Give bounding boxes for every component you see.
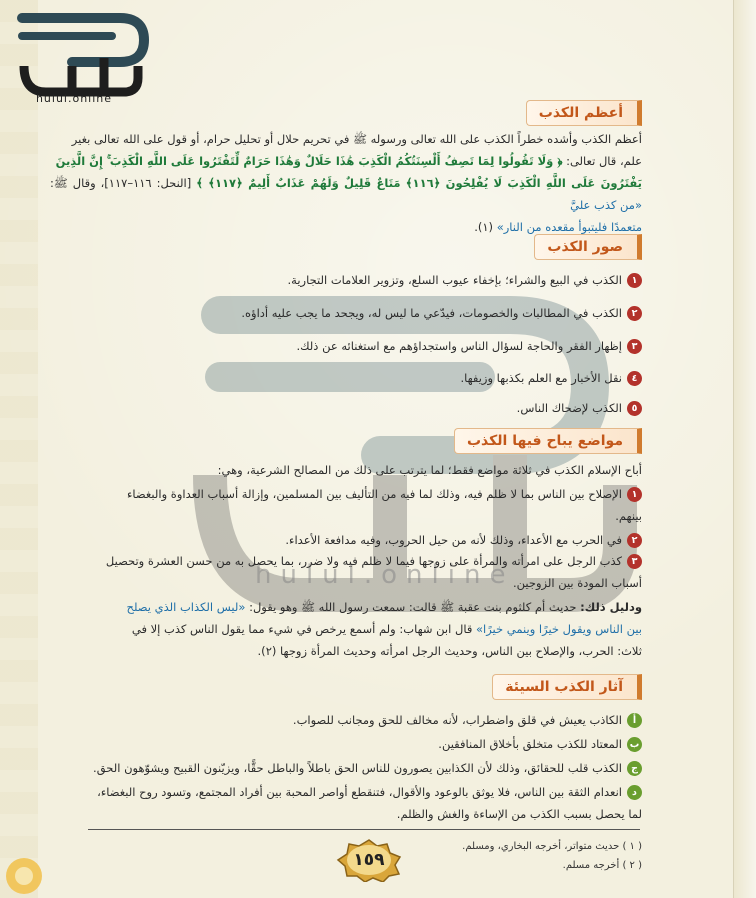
section-title-permitted-lying: مواضع يباح فيها الكذب xyxy=(454,428,642,454)
item-letter: د xyxy=(627,785,642,800)
greatest-line-2 xyxy=(50,150,642,172)
footnote-divider xyxy=(88,829,640,830)
decorative-border xyxy=(0,0,38,898)
permitted-item-1 xyxy=(50,484,642,504)
corner-logo-mark xyxy=(6,858,42,894)
forms-item-text: الكذب في المطالبات والخصومات، فيدّعي ما ليس له، ويجحد ما يجب عليه أداؤه. xyxy=(241,306,622,320)
forms-item xyxy=(50,303,642,323)
effects-item xyxy=(50,782,642,802)
evidence-line-3: ثلاث: الحرب، والإصلاح بين الناس، وحديث الرجل امرأته وحديث المرأة زوجها (٢). xyxy=(257,644,642,658)
logo-tagline: hulul.online xyxy=(35,92,113,105)
section-title-forms-of-lying: صور الكذب xyxy=(534,234,642,260)
effects-item-cont: لما يحصل بسبب الكذب من الإساءة والغش والظلم. xyxy=(396,807,642,821)
forms-item xyxy=(50,398,642,418)
section-title-effects-of-lying: آثار الكذب السيئة xyxy=(492,674,642,700)
permitted-item-3 xyxy=(50,551,642,571)
effects-item-text: انعدام الثقة بين الناس، فلا يوثق بالوعود والأقوال، فتنقطع أواصر المحبة بين أفراد المجتمع، وتسود روح البغضاء، xyxy=(97,785,622,799)
permitted-item-2 xyxy=(50,530,642,550)
forms-item xyxy=(50,336,642,356)
greatest-line-1: أعظم الكذب وأشده خطراً الكذب على الله تعالى ورسوله ﷺ في تحريم حلال أو تحليل حرام، أو قول على الله تعالى بغير xyxy=(71,132,642,146)
item-number: ١ xyxy=(627,487,642,502)
permitted-item-1-cont: بينهم. xyxy=(615,509,642,523)
item-number: ٣ xyxy=(627,339,642,354)
footnote-1: ( ١ ) حديث متواتر، أخرجه البخاري، ومسلم. xyxy=(462,841,642,852)
page-edge xyxy=(733,0,756,898)
item-number: ٥ xyxy=(627,401,642,416)
watermark-url: hulul.online xyxy=(255,560,515,590)
forms-item-text: إظهار الفقر والحاجة لسؤال الناس واستجداؤهم مع استغنائه عن ذلك. xyxy=(296,339,622,353)
hadith-1-start: «من كذب عليَّ xyxy=(570,198,642,212)
permitted-item-text: كذب الرجل على امرأته والمرأة على زوجها فيما لا ظلم فيه ولا ضرر، بما يحصل به من حسن العشرة وتحصيل xyxy=(105,554,622,568)
item-number: ٣ xyxy=(627,554,642,569)
item-number: ١ xyxy=(627,273,642,288)
effects-item-text: الكذب قلب للحقائق، وذلك لأن الكذابين يصورون للناس الحق باطلاً والباطل حقًّا، ويزيّنون القبيح ويشوّهون الحق. xyxy=(93,761,622,775)
forms-item xyxy=(50,270,642,290)
item-letter: ب xyxy=(627,737,642,752)
hadith-1-end: متعمدًا فليتبوأ مقعده من النار» xyxy=(496,220,642,234)
evidence-line-2 xyxy=(50,618,642,640)
evidence-paragraph xyxy=(50,596,642,662)
effects-item xyxy=(50,734,642,754)
evidence-line-1 xyxy=(50,596,642,618)
forms-item xyxy=(50,368,642,388)
evidence-continuation: قال ابن شهاب: ولم أسمع يرخص في شيء مما يقول الناس كذب إلا في xyxy=(131,622,476,636)
permitted-item-text: الإصلاح بين الناس بما لا ظلم فيه، وذلك لما فيه من التأليف بين المسلمين، وإزالة أسباب العداوة والبغضاء xyxy=(126,487,622,501)
quran-verse-1: ﴿ وَلَا تَقُولُوا لِمَا تَصِفُ أَلْسِنَتُكُمُ الْكَذِبَ هَٰذَا حَلَالٌ وَهَٰذَا حَرَامٌ لِّتَفْتَرُوا عَلَى اللَّهِ الْكَذِبَ ۚ إِنَّ الَّذِينَ xyxy=(55,154,563,168)
footnote-ref-1: (١). xyxy=(474,220,497,234)
evidence-text: حديث أم كلثوم بنت عقبة ﷺ قالت: سمعت رسول الله ﷺ وهو يقول: xyxy=(245,600,581,614)
forms-item-text: الكذب في البيع والشراء؛ بإخفاء عيوب السلع، وتزوير العلامات التجارية. xyxy=(287,273,622,287)
page-number: ١٥٩ xyxy=(353,850,385,870)
footnote-2: ( ٢ ) أخرجه مسلم. xyxy=(562,860,642,871)
item-letter: أ xyxy=(627,713,642,728)
permitted-item-3-cont: أسباب المودة بين الزوجين. xyxy=(512,576,642,590)
quran-verse-2: يَفْتَرُونَ عَلَى اللَّهِ الْكَذِبَ لَا يُفْلِحُونَ ﴿١١٦﴾ مَتَاعٌ قَلِيلٌ وَلَهُمْ عَذَابٌ أَلِيمٌ ﴿١١٧﴾ ﴾ xyxy=(196,176,643,190)
evidence-label: ودليل ذلك: xyxy=(580,600,642,614)
forms-item-text: نقل الأخبار مع العلم بكذبها وزيفها. xyxy=(460,371,622,385)
evidence-hadith-end: بين الناس ويقول خيرًا وينمي خيرًا» xyxy=(475,622,642,636)
section-title-greatest-lie: أعظم الكذب xyxy=(526,100,642,126)
greatest-line-2-prefix: علم، قال تعالى: xyxy=(562,154,642,168)
permitted-intro: أباح الإسلام الكذب في ثلاثة مواضع فقط؛ لما يترتب على ذلك من المصالح الشرعية، وهي: xyxy=(217,463,642,477)
greatest-lie-paragraph xyxy=(50,128,642,238)
item-number: ٤ xyxy=(627,371,642,386)
forms-item-text: الكذب لإضحاك الناس. xyxy=(516,401,622,415)
effects-item xyxy=(50,710,642,730)
evidence-hadith-start: «ليس الكذاب الذي يصلح xyxy=(126,600,246,614)
permitted-item-text: في الحرب مع الأعداء، وذلك لأنه من حيل الحروب، وفيه مدافعة الأعداء. xyxy=(285,533,622,547)
hulul-logo xyxy=(12,6,152,106)
effects-item xyxy=(50,758,642,778)
greatest-line-3 xyxy=(50,172,642,216)
quran-citation: [النحل: ١١٦–١١٧]، وقال ﷺ: xyxy=(50,176,197,190)
item-number: ٢ xyxy=(627,533,642,548)
item-number: ٢ xyxy=(627,306,642,321)
effects-item-text: المعتاد للكذب متخلق بأخلاق المنافقين. xyxy=(438,737,622,751)
effects-item-text: الكاذب يعيش في قلق واضطراب، لأنه مخالف للحق ومجانب للصواب. xyxy=(292,713,622,727)
item-letter: ج xyxy=(627,761,642,776)
